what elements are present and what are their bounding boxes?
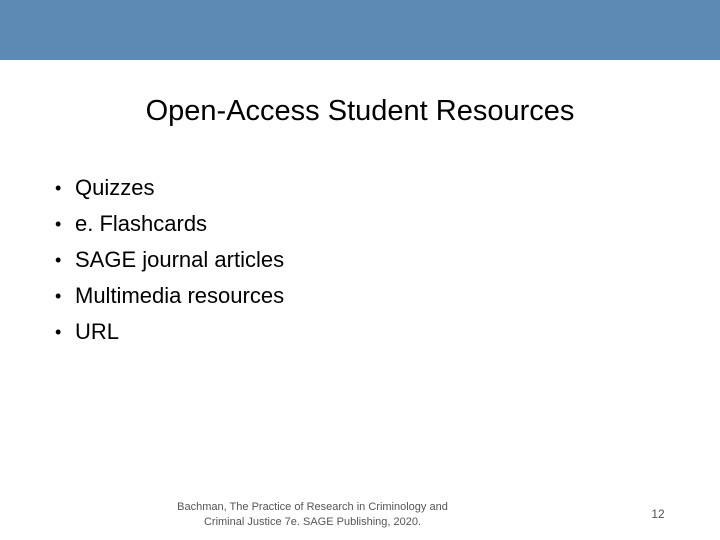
list-item-text: URL — [75, 319, 120, 344]
citation-line: Criminal Justice 7e. SAGE Publishing, 2020. — [203, 516, 422, 528]
bullet-dot-icon: • — [55, 285, 62, 306]
header-bar — [0, 0, 720, 60]
bullet-dot-icon: • — [55, 177, 62, 198]
list-item — [55, 242, 284, 278]
bullet-dot-icon: • — [55, 213, 62, 234]
list-item-text: Quizzes — [75, 175, 155, 200]
list-item — [55, 206, 284, 242]
slide-number: 12 — [651, 507, 665, 521]
list-item — [55, 314, 284, 350]
list-item-text: SAGE journal articles — [75, 247, 285, 272]
citation-line: Bachman, The Practice of Research in Criminology and — [177, 501, 448, 513]
bullet-dot-icon: • — [55, 321, 62, 342]
list-item-text: Multimedia resources — [75, 283, 285, 308]
list-item-text: e. Flashcards — [75, 211, 208, 236]
citation — [150, 500, 475, 530]
bullet-list — [55, 170, 284, 350]
list-item — [55, 278, 284, 314]
list-item — [55, 170, 284, 206]
slide-title: Open-Access Student Resources — [145, 95, 575, 127]
bullet-dot-icon: • — [55, 249, 62, 270]
